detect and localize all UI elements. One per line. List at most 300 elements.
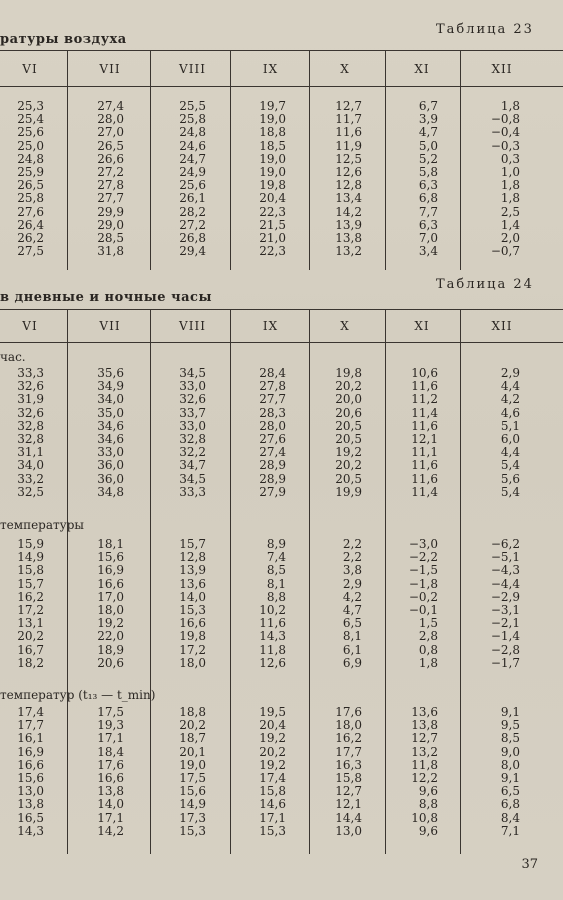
table-cell: 8,5: [266, 563, 286, 578]
table-cell: 16,1: [17, 731, 44, 746]
table-23-col-x: X: [340, 62, 350, 76]
table-cell: 17,1: [97, 731, 124, 746]
section-label-3: температур (t₁₃ — t_min): [0, 688, 156, 702]
table-cell: 2,8: [418, 629, 438, 644]
table-cell: 12,2: [411, 770, 438, 785]
table-cell: 15,6: [179, 784, 206, 799]
table-cell: 5,1: [500, 418, 520, 433]
table-cell: 17,5: [179, 770, 206, 785]
table-cell: 34,9: [97, 379, 124, 394]
table-row: [0, 407, 563, 420]
table-cell: 19,3: [97, 718, 124, 733]
table-cell: 22,0: [97, 629, 124, 644]
table-cell: 33,3: [17, 366, 44, 380]
table-cell: 15,8: [335, 770, 362, 785]
table-cell: 13,1: [17, 616, 44, 631]
table-cell: −2,1: [490, 616, 520, 631]
table-cell: 14,3: [259, 629, 286, 644]
table-cell: 15,7: [179, 537, 206, 551]
table-cell: 20,5: [335, 431, 362, 446]
table-cell: 6,5: [342, 616, 362, 631]
table-cell: 31,9: [17, 392, 44, 407]
table-cell: 20,2: [259, 744, 286, 759]
table-cell: 26,8: [179, 230, 206, 245]
table-cell: 17,4: [17, 705, 44, 719]
table-cell: 19,2: [97, 616, 124, 631]
table-cell: 33,7: [179, 405, 206, 420]
table-cell: 27,2: [97, 164, 124, 179]
table-cell: 11,8: [259, 642, 286, 657]
table-cell: 15,3: [179, 823, 206, 838]
table-cell: −5,1: [490, 550, 520, 565]
table-cell: 11,6: [411, 471, 438, 486]
table-cell: 13,0: [17, 784, 44, 799]
table-cell: 32,6: [17, 405, 44, 420]
table-cell: 27,5: [17, 244, 44, 259]
table-cell: −2,8: [490, 642, 520, 657]
table-cell: 29,9: [97, 204, 124, 219]
table-cell: 17,6: [335, 705, 362, 719]
table-cell: 32,5: [17, 484, 44, 499]
table-24-section-3-body: [0, 706, 563, 838]
table-cell: 8,0: [500, 757, 520, 772]
table-23-body: [0, 100, 563, 258]
table-24-header-rule: [0, 342, 563, 343]
table-cell: 8,1: [342, 629, 362, 644]
table-23-header-rule: [0, 86, 563, 87]
table-cell: 8,9: [266, 537, 286, 551]
table-cell: 34,0: [97, 392, 124, 407]
table-cell: 18,8: [259, 125, 286, 140]
table-cell: 16,6: [17, 757, 44, 772]
table-cell: 28,9: [259, 471, 286, 486]
table-cell: 11,6: [259, 616, 286, 631]
table-cell: 12,6: [259, 655, 286, 670]
table-cell: 5,4: [500, 484, 520, 499]
table-cell: 11,6: [411, 379, 438, 394]
table-row: [0, 759, 563, 772]
table-cell: 16,7: [17, 642, 44, 657]
table-cell: 22,3: [259, 204, 286, 219]
table-cell: −1,8: [408, 576, 438, 591]
table-23-caption: Таблица 23: [436, 22, 534, 37]
table-cell: 12,8: [179, 550, 206, 565]
table-cell: 16,9: [97, 563, 124, 578]
table-cell: 13,2: [411, 744, 438, 759]
table-cell: 16,6: [97, 576, 124, 591]
table-cell: 27,8: [259, 379, 286, 394]
table-cell: 4,4: [500, 379, 520, 394]
table-cell: −0,4: [490, 125, 520, 140]
table-cell: 36,0: [97, 458, 124, 473]
table-cell: 32,6: [179, 392, 206, 407]
table-cell: 16,5: [17, 810, 44, 825]
table-cell: −2,2: [408, 550, 438, 565]
table-cell: 15,3: [179, 602, 206, 617]
table-cell: 11,2: [411, 392, 438, 407]
table-cell: 8,5: [500, 731, 520, 746]
table-cell: 36,0: [97, 471, 124, 486]
table-cell: 18,7: [179, 731, 206, 746]
table-row: [0, 812, 563, 825]
table-24-section-2-body: [0, 538, 563, 670]
table-cell: 25,3: [17, 99, 44, 113]
table-cell: 29,4: [179, 244, 206, 259]
table-cell: 27,0: [97, 125, 124, 140]
table-cell: 10,2: [259, 602, 286, 617]
table-cell: 22,3: [259, 244, 286, 259]
table-23-top-rule: [0, 50, 563, 51]
table-cell: 33,0: [179, 379, 206, 394]
table-cell: −4,4: [490, 576, 520, 591]
table-cell: 4,2: [342, 589, 362, 604]
table-cell: 32,8: [17, 431, 44, 446]
table-cell: 11,7: [335, 112, 362, 127]
section-label-2: температуры: [0, 518, 84, 532]
table-cell: 20,6: [97, 655, 124, 670]
table-cell: 19,0: [179, 757, 206, 772]
table-row: [0, 644, 563, 657]
table-cell: 21,0: [259, 230, 286, 245]
table-row: [0, 732, 563, 745]
table-cell: 20,2: [179, 718, 206, 733]
table-cell: 17,2: [179, 642, 206, 657]
table-cell: 2,5: [500, 204, 520, 219]
table-row: [0, 420, 563, 433]
table-24-col-viii: VIII: [179, 319, 206, 333]
table-cell: 11,6: [411, 458, 438, 473]
table-cell: 1,8: [500, 178, 520, 193]
table-cell: 24,9: [179, 164, 206, 179]
table-cell: 4,7: [342, 602, 362, 617]
table-cell: 34,7: [179, 458, 206, 473]
table-cell: 17,0: [97, 589, 124, 604]
table-cell: 31,1: [17, 445, 44, 460]
table-cell: 25,0: [17, 138, 44, 153]
table-row: [0, 459, 563, 472]
table-cell: 1,8: [500, 191, 520, 206]
table-cell: 2,9: [500, 366, 520, 380]
table-row: [0, 140, 563, 153]
table-cell: 28,3: [259, 405, 286, 420]
table-cell: 7,7: [418, 204, 438, 219]
table-cell: 1,8: [500, 99, 520, 113]
table-cell: 7,1: [500, 823, 520, 838]
table-cell: 15,6: [17, 770, 44, 785]
table-cell: 25,4: [17, 112, 44, 127]
table-cell: 26,4: [17, 217, 44, 232]
table-cell: −0,7: [490, 244, 520, 259]
table-cell: 17,3: [179, 810, 206, 825]
table-row: [0, 825, 563, 838]
table-cell: 20,6: [335, 405, 362, 420]
table-cell: 9,6: [418, 823, 438, 838]
table-cell: 6,8: [418, 191, 438, 206]
table-cell: 3,8: [342, 563, 362, 578]
table-cell: 33,2: [17, 471, 44, 486]
table-cell: 5,0: [418, 138, 438, 153]
table-cell: 32,6: [17, 379, 44, 394]
table-cell: 24,8: [179, 125, 206, 140]
table-cell: 6,5: [500, 784, 520, 799]
table-cell: 3,4: [418, 244, 438, 259]
table-cell: 13,8: [17, 797, 44, 812]
table-cell: 19,9: [335, 484, 362, 499]
table-cell: 12,1: [411, 431, 438, 446]
table-cell: 7,0: [418, 230, 438, 245]
table-24-col-vii: VII: [99, 319, 121, 333]
table-cell: 8,8: [418, 797, 438, 812]
table-cell: 13,8: [335, 230, 362, 245]
table-cell: 28,5: [97, 230, 124, 245]
table-cell: 12,7: [335, 784, 362, 799]
table-23-col-viii: VIII: [179, 62, 206, 76]
table-cell: 17,1: [97, 810, 124, 825]
table-cell: 34,6: [97, 418, 124, 433]
table-cell: 20,1: [179, 744, 206, 759]
table-row: [0, 486, 563, 499]
table-24-col-xi: XI: [414, 319, 430, 333]
table-cell: 4,2: [500, 392, 520, 407]
table-cell: 19,0: [259, 164, 286, 179]
table-cell: 28,0: [97, 112, 124, 127]
table-cell: 18,0: [97, 602, 124, 617]
table-cell: 6,3: [418, 217, 438, 232]
table-cell: 25,6: [179, 178, 206, 193]
table-cell: 18,2: [17, 655, 44, 670]
table-cell: 18,4: [97, 744, 124, 759]
table-23-col-ix: IX: [262, 62, 279, 76]
table-row: [0, 798, 563, 811]
table-cell: 17,1: [259, 810, 286, 825]
table-cell: 34,6: [97, 431, 124, 446]
table-cell: 26,1: [179, 191, 206, 206]
table-cell: −3,1: [490, 602, 520, 617]
table-cell: 33,0: [97, 445, 124, 460]
table-cell: 28,2: [179, 204, 206, 219]
table-row: [0, 564, 563, 577]
table-cell: 5,6: [500, 471, 520, 486]
table-cell: 6,0: [500, 431, 520, 446]
table-cell: 15,7: [17, 576, 44, 591]
table-cell: −0,1: [408, 602, 438, 617]
table-cell: 25,9: [17, 164, 44, 179]
table-cell: 27,7: [259, 392, 286, 407]
table-cell: 35,6: [97, 366, 124, 380]
table-cell: −1,5: [408, 563, 438, 578]
table-cell: 15,8: [17, 563, 44, 578]
table-cell: 19,8: [335, 366, 362, 380]
table-row: [0, 245, 563, 258]
table-cell: 2,2: [342, 537, 362, 551]
table-cell: 12,6: [335, 164, 362, 179]
table-cell: 19,2: [259, 757, 286, 772]
table-cell: 12,8: [335, 178, 362, 193]
table-cell: 33,3: [179, 484, 206, 499]
table-cell: 34,0: [17, 458, 44, 473]
table-cell: 14,9: [179, 797, 206, 812]
table-cell: 20,4: [259, 718, 286, 733]
table-cell: 16,2: [335, 731, 362, 746]
table-cell: 20,2: [17, 629, 44, 644]
table-cell: 0,8: [418, 642, 438, 657]
table-cell: 17,7: [335, 744, 362, 759]
table-cell: 1,0: [500, 164, 520, 179]
table-cell: 13,8: [411, 718, 438, 733]
table-row: [0, 591, 563, 604]
table-cell: 19,0: [259, 112, 286, 127]
table-cell: 10,6: [411, 366, 438, 380]
table-cell: 32,8: [179, 431, 206, 446]
table-24-col-xii: XII: [491, 319, 513, 333]
table-cell: 13,4: [335, 191, 362, 206]
table-cell: 27,9: [259, 484, 286, 499]
table-row: [0, 473, 563, 486]
table-cell: 2,9: [342, 576, 362, 591]
table-23-col-xi: XI: [414, 62, 430, 76]
table-cell: 11,6: [335, 125, 362, 140]
table-cell: −0,2: [408, 589, 438, 604]
table-cell: 13,9: [179, 563, 206, 578]
table-cell: 8,1: [266, 576, 286, 591]
table-cell: 14,4: [335, 810, 362, 825]
table-cell: 27,2: [179, 217, 206, 232]
table-cell: 8,4: [500, 810, 520, 825]
table-cell: 19,0: [259, 151, 286, 166]
table-cell: 19,8: [179, 629, 206, 644]
table-cell: 28,4: [259, 366, 286, 380]
table-24-col-vi: VI: [22, 319, 38, 333]
table-cell: 14,2: [97, 823, 124, 838]
table-cell: 3,9: [418, 112, 438, 127]
table-cell: 9,6: [418, 784, 438, 799]
table-cell: 11,8: [411, 757, 438, 772]
table-cell: 16,2: [17, 589, 44, 604]
table-23-col-vi: VI: [22, 62, 38, 76]
table-cell: 26,2: [17, 230, 44, 245]
table-cell: 35,0: [97, 405, 124, 420]
table-cell: 1,5: [418, 616, 438, 631]
table-cell: −2,9: [490, 589, 520, 604]
table-cell: 12,5: [335, 151, 362, 166]
table-cell: 20,5: [335, 471, 362, 486]
table-cell: 17,4: [259, 770, 286, 785]
table-cell: 25,5: [179, 99, 206, 113]
table-cell: 7,4: [266, 550, 286, 565]
table-cell: 20,0: [335, 392, 362, 407]
table-23-col-xii: XII: [491, 62, 513, 76]
table-row: [0, 657, 563, 670]
table-cell: 12,7: [411, 731, 438, 746]
table-cell: 13,8: [97, 784, 124, 799]
table-cell: 17,2: [17, 602, 44, 617]
table-cell: 20,2: [335, 379, 362, 394]
table-cell: 14,9: [17, 550, 44, 565]
table-cell: 20,5: [335, 418, 362, 433]
table-cell: 19,7: [259, 99, 286, 113]
table-cell: 11,9: [335, 138, 362, 153]
table-cell: 14,0: [97, 797, 124, 812]
table-cell: 10,8: [411, 810, 438, 825]
table-cell: 24,7: [179, 151, 206, 166]
table-cell: 15,9: [17, 537, 44, 551]
table-cell: 17,7: [17, 718, 44, 733]
table-cell: 6,3: [418, 178, 438, 193]
table-cell: 19,2: [335, 445, 362, 460]
table-cell: 26,6: [97, 151, 124, 166]
table-cell: −1,4: [490, 629, 520, 644]
table-cell: 0,3: [500, 151, 520, 166]
table-cell: 4,4: [500, 445, 520, 460]
table-23-col-vii: VII: [99, 62, 121, 76]
table-cell: 8,8: [266, 589, 286, 604]
table-cell: 19,8: [259, 178, 286, 193]
table-row: [0, 206, 563, 219]
table-24-top-rule: [0, 309, 563, 310]
table-cell: 28,9: [259, 458, 286, 473]
table-cell: 19,5: [259, 705, 286, 719]
table-cell: 28,0: [259, 418, 286, 433]
table-cell: 14,2: [335, 204, 362, 219]
table-cell: 20,4: [259, 191, 286, 206]
table-cell: 13,6: [411, 705, 438, 719]
table-cell: 27,6: [17, 204, 44, 219]
table-24-caption: Таблица 24: [436, 277, 534, 292]
table-cell: 18,9: [97, 642, 124, 657]
table-cell: 25,8: [179, 112, 206, 127]
table-cell: 11,6: [411, 418, 438, 433]
table-row: [0, 630, 563, 643]
table-cell: 6,8: [500, 797, 520, 812]
table-cell: 24,8: [17, 151, 44, 166]
table-24-section-1-body: [0, 367, 563, 499]
table-cell: 6,9: [342, 655, 362, 670]
table-cell: 26,5: [17, 178, 44, 193]
table-cell: 20,2: [335, 458, 362, 473]
table-cell: 34,5: [179, 366, 206, 380]
table-row: [0, 578, 563, 591]
table-cell: 32,8: [17, 418, 44, 433]
page-number: 37: [521, 857, 538, 872]
table-cell: 12,7: [335, 99, 362, 113]
table-row: [0, 393, 563, 406]
table-cell: 12,1: [335, 797, 362, 812]
table-cell: 17,6: [97, 757, 124, 772]
table-cell: 4,6: [500, 405, 520, 420]
table-row: [0, 219, 563, 232]
table-row: [0, 126, 563, 139]
table-cell: −4,3: [490, 563, 520, 578]
table-cell: −0,8: [490, 112, 520, 127]
table-cell: 27,8: [97, 178, 124, 193]
table-cell: 18,8: [179, 705, 206, 719]
table-cell: 13,0: [335, 823, 362, 838]
table-cell: 16,6: [179, 616, 206, 631]
table-cell: 32,2: [179, 445, 206, 460]
table-cell: 26,5: [97, 138, 124, 153]
table-cell: 11,4: [411, 405, 438, 420]
table-cell: 2,2: [342, 550, 362, 565]
table-cell: 5,2: [418, 151, 438, 166]
table-cell: 25,6: [17, 125, 44, 140]
table-cell: 5,8: [418, 164, 438, 179]
table-cell: 6,1: [342, 642, 362, 657]
table-cell: 16,6: [97, 770, 124, 785]
table-cell: 13,2: [335, 244, 362, 259]
table-cell: 34,8: [97, 484, 124, 499]
table-cell: 21,5: [259, 217, 286, 232]
table-cell: 9,5: [500, 718, 520, 733]
